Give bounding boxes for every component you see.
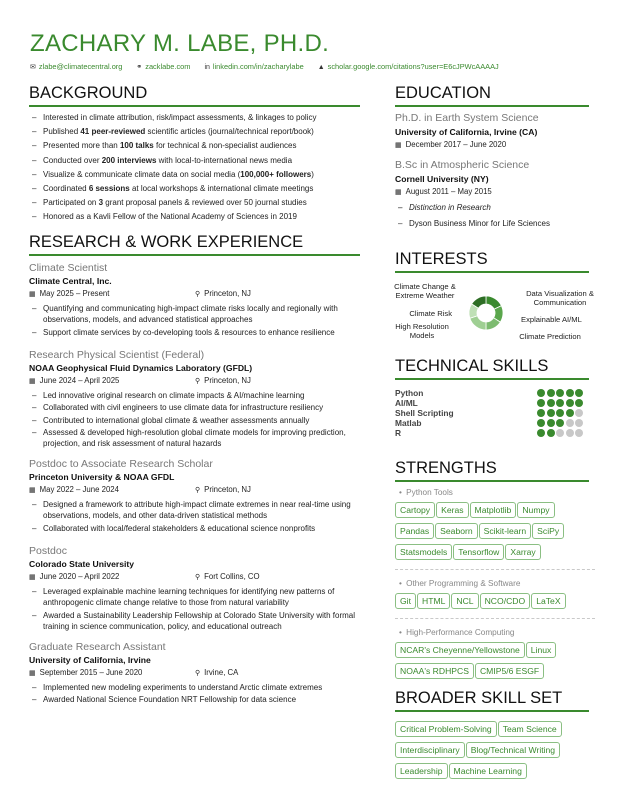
skill-tag: Tensorflow [453,544,504,560]
contact-item[interactable] [318,62,499,71]
degree-title: Ph.D. in Earth System Science [395,112,539,124]
skill-name: Matlab [395,418,422,428]
linkedin-icon: in [204,64,210,71]
skill-level-dot [547,389,555,397]
job-dates [29,376,119,385]
skill-tag: Leadership [395,763,448,779]
job-location-text: Princeton, NJ [204,289,251,298]
background-item-text: Coordinated [43,184,89,194]
job-dates [29,572,119,581]
strength-group [395,579,595,619]
interest-slice [470,316,486,330]
skill-tag: Xarray [505,544,540,560]
interest-label: Explainable AI/ML [521,315,582,324]
job-bullet: – Collaborated with civil engineers to use climate data for infrastructure resiliency [29,402,369,415]
job-role: Postdoc [29,544,67,557]
job-bullets [29,586,369,632]
job-dates [29,668,142,677]
location-pin-icon: ⚲ [195,291,201,298]
background-item [29,154,316,168]
job-bullets [29,390,369,450]
skill-tag: NCO/CDO [480,593,531,609]
skill-name: Python [395,388,424,398]
skill-name: R [395,428,402,438]
skill-tag: SciPy [532,523,564,539]
job-bullet: – Led innovative original research on climate impacts & AI/machine learning [29,390,369,403]
contact-text[interactable]: linkedin.com/in/zacharylabe [212,62,304,71]
skill-level-dot [575,419,583,427]
skill-tag: HTML [417,593,450,609]
skill-level-dot [556,389,564,397]
background-item-text: Interested in climate attribution, risk/impact assessments, & linkages to policy [43,113,317,122]
job-meta [29,668,369,680]
skill-name: AI/ML [395,398,418,408]
skill-level-dot [547,429,555,437]
experience-title: RESEARCH & WORK EXPERIENCE [29,233,304,251]
skill-level-dot [575,429,583,437]
job-entry [29,458,369,536]
job-organization: Princeton University & NOAA GFDL [29,472,175,482]
calendar-icon: ▦ [395,142,402,149]
interest-label: Climate Change & Extreme Weather [394,282,456,300]
link-icon: ⚭ [136,64,143,71]
job-dates-text: September 2015 – June 2020 [39,667,143,677]
graduation-cap-icon: ▲ [317,64,325,71]
skill-level-dot [575,389,583,397]
job-entry [29,349,369,450]
interest-label: Climate Prediction [519,332,581,341]
school-name: Cornell University (NY) [395,174,489,184]
strengths-list [395,488,595,682]
education-notes [395,200,595,232]
education-list [395,112,595,242]
education-dates [395,187,595,196]
background-item-text: ) [311,169,314,179]
strength-tags [395,500,595,563]
job-location-text: Princeton, NJ [204,485,251,494]
skill-level-dot [547,409,555,417]
calendar-icon: ▦ [29,487,36,494]
job-location-text: Princeton, NJ [204,375,251,385]
interests-rule [395,271,589,273]
interests-chart [388,279,608,345]
skill-row [395,418,595,428]
strengths-title: STRENGTHS [395,459,497,477]
contact-item[interactable] [30,62,122,71]
job-organization: University of California, Irvine [29,654,151,665]
strength-tags [395,640,595,682]
skill-row [395,428,595,438]
group-divider [395,618,595,619]
contact-item[interactable] [204,62,303,71]
education-note: – Dyson Business Minor for Life Sciences [395,216,595,232]
job-bullet: – Contributed to international global climate & weather assessments annually [29,415,369,428]
background-item [29,125,316,139]
skill-tag: NCL [451,593,478,609]
job-entry [29,262,369,340]
job-dates [29,485,119,494]
calendar-icon: ▦ [395,189,402,196]
education-dates-text: August 2011 – May 2015 [405,187,492,196]
calendar-icon: ▦ [29,377,36,385]
education-title: EDUCATION [395,84,491,102]
contact-text[interactable]: zlabe@climatecentral.org [38,62,123,71]
skill-level-dot [566,409,574,417]
experience-rule [29,254,360,256]
strength-group-heading [399,488,595,497]
education-note: – Distinction in Research [395,200,595,216]
background-item-text: at local workshops & international climate meetings [129,184,314,194]
strength-group-title: High-Performance Computing [406,628,515,637]
job-location [195,376,251,385]
job-dates-text: June 2024 – April 2025 [39,375,120,385]
job-role: Research Physical Scientist (Federal) [29,348,205,361]
skill-tag: Statsmodels [395,544,452,560]
skill-tag: Scikit-learn [479,523,532,539]
job-location [195,668,238,677]
degree-title: B.Sc in Atmospheric Science [395,159,530,171]
job-bullet: – Collaborated with local/federal stakeholders & educational science nonprofits [29,523,369,536]
background-list [29,111,316,225]
interests-title: INTERESTS [395,250,488,268]
school-name: University of California, Irvine (CA) [395,127,538,137]
background-item [29,210,316,224]
job-location-text: Fort Collins, CO [204,571,260,581]
job-entry [29,641,369,707]
job-dates-text: May 2025 – Present [39,289,110,298]
location-pin-icon: ⚲ [195,573,201,581]
skill-tag: Pandas [395,523,434,539]
skill-tag: NCAR's Cheyenne/Yellowstone [395,642,525,658]
job-entry [29,545,369,632]
skill-tag: Cartopy [395,502,435,518]
envelope-icon: ✉ [30,64,36,71]
job-dates [29,289,109,298]
job-bullets [29,303,369,340]
strengths-rule [395,480,589,482]
skill-level [537,429,585,439]
strength-tags [395,591,595,612]
technical-skills-title: TECHNICAL SKILLS [395,357,549,375]
education-dates [395,140,595,149]
job-meta [29,572,369,584]
background-item-highlight: 3 [98,198,104,208]
job-bullet: – Implemented new modeling experiments to understand Arctic climate extremes [29,682,369,695]
job-meta [29,289,369,301]
job-dates-text: June 2020 – April 2022 [39,571,120,581]
job-bullet: – Support climate services by co-developing tools & resources to enhance resilience [29,327,369,340]
education-rule [395,105,589,107]
job-bullets [29,499,369,536]
job-meta [29,485,369,497]
job-bullet: – Awarded National Science Foundation NRT Fellowship for data science [29,694,369,707]
contact-text[interactable]: scholar.google.com/citations?user=E6cJPWcAAAAJ [327,62,499,71]
skill-level-dot [537,419,545,427]
skill-level-dot [566,399,574,407]
bullet-icon: • [399,579,405,588]
skill-level-dot [575,409,583,417]
job-bullets [29,682,369,707]
skill-level-dot [566,389,574,397]
skill-tag: Numpy [517,502,554,518]
strength-group-title: Other Programming & Software [406,579,521,588]
skill-row [395,408,595,418]
skill-tag: CMIP5/6 ESGF [475,663,544,679]
background-item-text: Visualize & communicate climate data on social media ( [43,169,241,179]
skill-level-dot [556,429,564,437]
broader-skills-rule [395,710,589,712]
skill-tag: Keras [436,502,468,518]
location-pin-icon: ⚲ [195,669,201,677]
skill-level-dot [537,389,545,397]
education-entry [395,112,595,149]
calendar-icon: ▦ [29,291,36,298]
bullet-icon: • [399,628,405,637]
background-item [29,111,316,125]
background-item-text: with local-to-international news media [156,155,293,165]
background-item [29,139,316,153]
strength-group-heading [399,628,595,637]
job-organization: Climate Central, Inc. [29,276,112,286]
calendar-icon: ▦ [29,669,36,677]
strength-group-title: Python Tools [406,488,453,497]
background-item-text: scientific articles (journal/technical report/book) [145,127,314,137]
background-item-highlight: 200 interviews [101,155,157,165]
interest-label: Data Visualization & Communication [526,289,594,307]
skill-tag: Git [395,593,416,609]
skill-tag: Team Science [498,721,562,737]
skill-row [395,398,595,408]
background-item-highlight: 41 peer-reviewed [80,127,146,137]
skill-level-dot [556,419,564,427]
skill-tag: Critical Problem-Solving [395,721,497,737]
job-location [195,572,260,581]
skill-level-dot [575,399,583,407]
background-item-text: Participated on [43,198,99,208]
skill-tag: Interdisciplinary [395,742,465,758]
bullet-icon: • [399,488,405,497]
background-item-text: for technical & non-specialist audiences [153,141,297,151]
job-bullet: – Designed a framework to attribute high-impact climate extremes in near real-time using observations, models, and other data-driven statistical methods [29,499,363,521]
background-item-text: Presented more than [43,141,120,151]
job-bullet: – Assessed & developed high-resolution global climate models for improving prediction, projection, and risk assessment of natural hazards [29,427,363,449]
job-organization: Colorado State University [29,558,135,569]
background-item-text: Honored as a Kavli Fellow of the National Academy of Sciences in 2019 [43,212,297,222]
skill-name: Shell Scripting [395,408,454,418]
job-bullet: – Leveraged explainable machine learning techniques for identifying new patterns of anthropogenic climate change relative to those from natural variability [29,586,363,608]
job-location-text: Irvine, CA [204,667,239,677]
education-entry [395,159,595,232]
skill-tag: Machine Learning [449,763,527,779]
background-title: BACKGROUND [29,84,148,102]
job-bullet: – Awarded a Sustainability Leadership Fellowship at Colorado State University with formal training in science communication, policy, and educational outreach [29,610,363,632]
skill-row [395,388,595,398]
interest-label: High Resolution Models [395,322,449,340]
background-item [29,182,316,196]
background-item-highlight: 100,000+ followers [240,169,312,179]
job-role: Graduate Research Assistant [29,640,166,653]
background-item-highlight: 100 talks [119,141,154,151]
skill-tag: Linux [526,642,557,658]
skill-level-dot [556,399,564,407]
experience-list [29,262,369,707]
background-item-text: grant proposal panels & reviewed over 50 journal studies [103,198,307,208]
skill-tag: Blog/Technical Writing [466,742,560,758]
job-location [195,289,251,298]
skill-level-dot [566,429,574,437]
skill-level-dot [537,399,545,407]
contact-item[interactable] [136,62,190,71]
strength-group [395,488,595,570]
strength-group [395,628,595,682]
skill-level-dot [537,429,545,437]
skill-level-dot [566,419,574,427]
skill-level-dot [547,399,555,407]
technical-skills-list [395,388,595,438]
skill-tag: LaTeX [531,593,565,609]
job-bullet: – Quantifying and communicating high-impact climate risks locally and regionally with observations, models, and advanced statistical approaches [29,303,363,325]
background-item-highlight: 6 sessions [88,184,130,194]
calendar-icon: ▦ [29,573,36,581]
skill-tag: Seaborn [435,523,478,539]
background-item [29,196,316,210]
location-pin-icon: ⚲ [195,377,201,385]
location-pin-icon: ⚲ [195,487,201,494]
job-organization: NOAA Geophysical Fluid Dynamics Laboratory (GFDL) [29,362,253,373]
broader-skills-tags [395,719,600,782]
education-dates-text: December 2017 – June 2020 [405,140,507,149]
interest-label: Climate Risk [409,309,452,318]
contact-bar [30,62,513,71]
skill-tag: NOAA's RDHPCS [395,663,474,679]
skill-tag: Matplotlib [470,502,517,518]
job-location [195,485,251,494]
technical-skills-rule [395,378,589,380]
resume-name: ZACHARY M. LABE, PH.D. [30,30,330,57]
contact-text[interactable]: zacklabe.com [145,62,191,71]
group-divider [395,569,595,570]
job-dates-text: May 2022 – June 2024 [39,485,119,494]
background-item-text: Conducted over [43,155,102,165]
background-item [29,168,316,182]
skill-level-dot [547,419,555,427]
background-item-text: Published [43,127,81,137]
job-meta [29,376,369,388]
skill-level-dot [537,409,545,417]
strength-group-heading [399,579,595,588]
skill-level-dot [556,409,564,417]
job-role: Climate Scientist [29,262,108,274]
broader-skills-title: BROADER SKILL SET [395,689,563,707]
job-role: Postdoc to Associate Research Scholar [29,458,213,470]
background-rule [29,105,360,107]
